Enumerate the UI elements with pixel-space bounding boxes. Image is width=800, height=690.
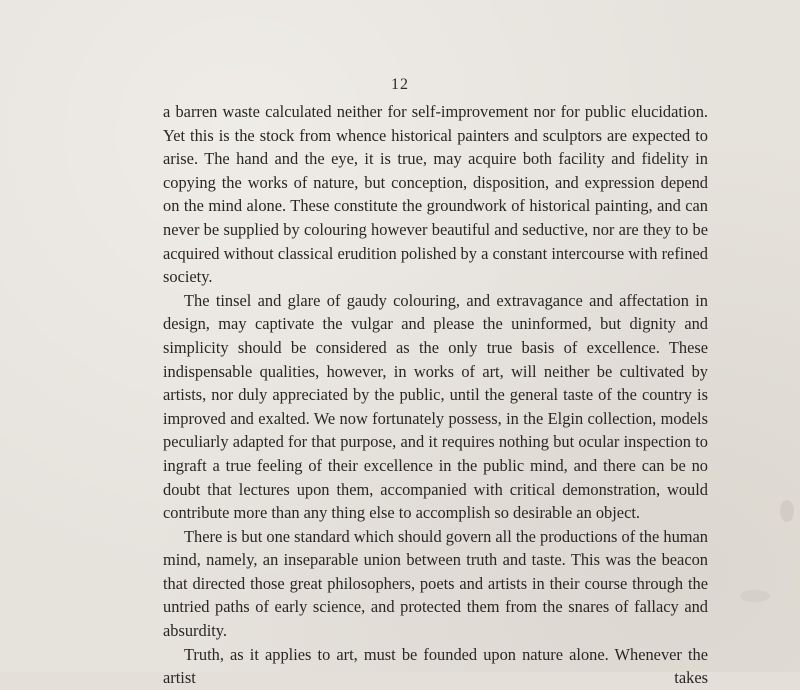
page-number: 12: [391, 76, 409, 93]
body-text: [163, 100, 708, 690]
paragraph-2: The tinsel and glare of gaudy colouring, and extravagance and affectation in design, may captivate the vulgar and please the uninformed, but dignity and simplicity should be considered as the only true basis of excellence. These indispensable qualities, however, in works of art, will neither be cultivated by artists, nor duly appreciated by the public, until the general taste of the country is improved and exalted. We now fortunately possess, in the Elgin collection, models peculiarly adapted for that purpose, and it requires nothing but ocular inspection to ingraft a true feeling of their excellence in the public mind, and there can be no doubt that lectures upon them, accompanied with critical demonstration, would contribute more than any thing else to accomplish so desirable an object.: [163, 290, 708, 523]
paragraph-1: a barren waste calculated neither for self-improvement nor for public elucidation. Yet this is the stock from whence historical painters and sculptors are expected to arise. The hand and the eye, it is true, may acquire both facility and fidelity in copying the works of nature, but conception, disposition, and expression depend on the mind alone. These constitute the groundwork of historical painting, and can never be supplied by colouring however beautiful and seductive, nor are they to be acquired without classical erudition polished by a constant intercourse with refined society.: [163, 102, 708, 287]
paper-stain: [780, 500, 794, 522]
paragraph-4: Truth, as it applies to art, must be founded upon nature alone. Whenever the artist takes: [163, 644, 708, 688]
paper-stain: [740, 590, 770, 602]
paragraph-3: There is but one standard which should govern all the productions of the human mind, namely, an inseparable union between truth and taste. This was the beacon that directed those great philosophers, poets and artists in their course through the untried paths of early science, and protected them from the snares of fallacy and absurdity.: [163, 526, 708, 641]
